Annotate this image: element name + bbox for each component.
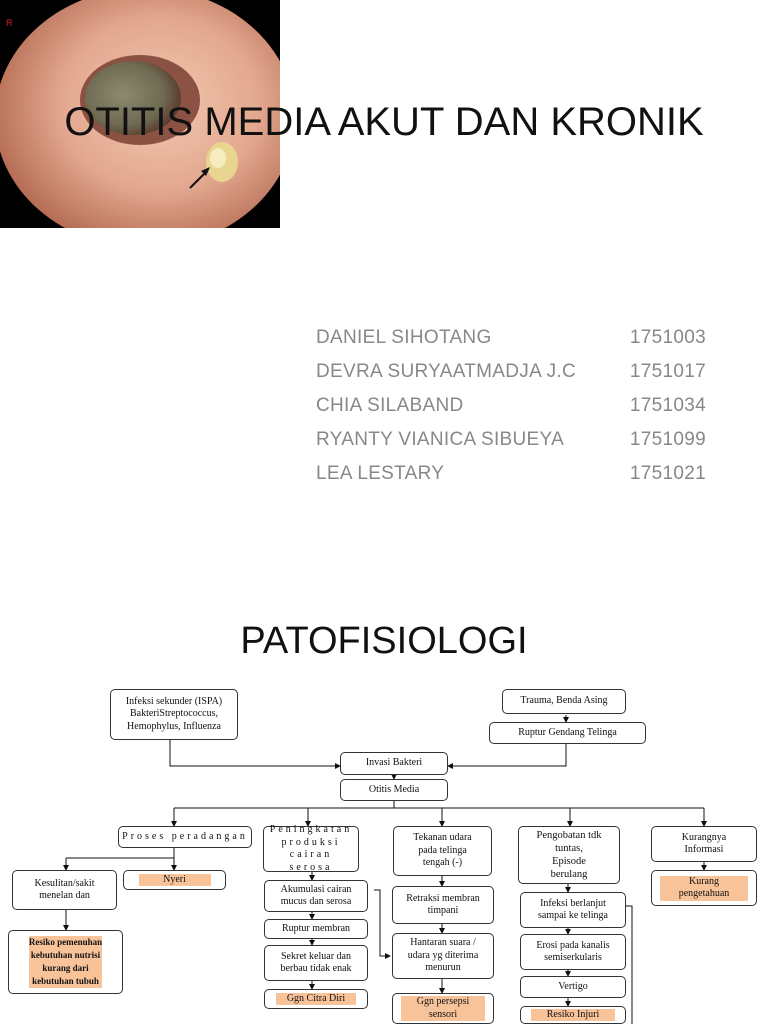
box-line: Erosi pada kanalis bbox=[536, 939, 610, 951]
diagnosis-label: Nyeri bbox=[139, 874, 211, 887]
box-line: Sekret keluar dan bbox=[281, 950, 351, 962]
patofisiologi-title: PATOFISIOLOGI bbox=[240, 620, 528, 662]
box-sekret-keluar bbox=[264, 945, 368, 981]
box-line: Vertigo bbox=[558, 980, 588, 992]
box-line: Hantaran suara / bbox=[410, 937, 476, 949]
box-line: Ruptur Gendang Telinga bbox=[518, 726, 617, 738]
box-line: pengetahuan bbox=[678, 888, 730, 899]
member-name: DEVRA SURYAATMADJA J.C bbox=[316, 361, 576, 382]
box-ruptur-membran bbox=[264, 919, 368, 939]
box-line: Informasi bbox=[684, 844, 724, 855]
box-invasi-bakteri bbox=[340, 752, 448, 775]
box-line: mucus dan serosa bbox=[280, 896, 352, 907]
box-line: produksi bbox=[281, 836, 341, 848]
svg-text:R: R bbox=[6, 18, 13, 28]
box-line: pada telinga bbox=[418, 844, 467, 856]
box-kurang-pengetahuan bbox=[651, 870, 757, 906]
member-name: DANIEL SIHOTANG bbox=[316, 327, 492, 348]
box-line: udara yg diterima bbox=[407, 949, 479, 961]
box-line: Infeksi berlanjut bbox=[540, 897, 606, 909]
box-line: sampai ke telinga bbox=[538, 910, 608, 921]
box-line: Otitis Media bbox=[368, 783, 420, 795]
box-line: Episode bbox=[552, 856, 586, 867]
box-line: Resiko pemenuhan bbox=[28, 936, 103, 947]
box-line: Invasi Bakteri bbox=[365, 757, 423, 769]
diagnosis-label: Ggn Citra Diri bbox=[276, 993, 356, 1006]
box-ggn-citra-diri bbox=[264, 989, 368, 1009]
box-line: kebutuhan tubuh bbox=[32, 976, 99, 987]
box-retraksi-membran bbox=[392, 886, 494, 924]
box-resiko-nutrisi bbox=[8, 930, 123, 994]
box-kesulitan-menelan bbox=[12, 870, 117, 910]
box-tekanan-udara bbox=[393, 826, 492, 876]
box-proses-peradangan bbox=[118, 826, 252, 848]
box-line: Infeksi sekunder (ISPA) bbox=[125, 695, 223, 707]
box-line: Retraksi membran bbox=[406, 892, 480, 904]
diagnosis-label: Resiko Injuri bbox=[531, 1009, 615, 1022]
box-infeksi-berlanjut bbox=[520, 892, 626, 928]
box-line: cairan serosa bbox=[289, 849, 333, 873]
box-trauma bbox=[502, 689, 626, 714]
member-id: 1751017 bbox=[629, 361, 706, 382]
box-line: sensori bbox=[428, 1008, 458, 1020]
box-peningkatan-produksi bbox=[263, 826, 359, 872]
box-line: Pengobatan tdk bbox=[536, 829, 602, 841]
box-otitis-media bbox=[340, 779, 448, 801]
member-id: 1751034 bbox=[629, 395, 706, 416]
box-line: tuntas, bbox=[555, 842, 583, 854]
member-name: RYANTY VIANICA SIBUEYA bbox=[316, 429, 565, 450]
box-ruptur-gendang bbox=[489, 722, 646, 744]
box-line: Proses peradangan bbox=[122, 830, 248, 842]
box-line: Kesulitan/sakit bbox=[34, 877, 95, 889]
box-line: kurang dari bbox=[42, 963, 89, 973]
box-infeksi-sekunder bbox=[110, 689, 238, 740]
box-line: menurun bbox=[425, 962, 461, 974]
box-line: BakteriStreptococcus, bbox=[129, 708, 218, 720]
box-line: Akumulasi cairan bbox=[280, 883, 352, 895]
member-id: 1751099 bbox=[629, 429, 706, 450]
box-hantaran-suara bbox=[392, 933, 494, 979]
box-line: berbau tidak enak bbox=[280, 963, 352, 974]
box-line: Ruptur membran bbox=[281, 922, 351, 934]
box-kurangnya-informasi bbox=[651, 826, 757, 862]
box-akumulasi-cairan bbox=[264, 880, 368, 912]
box-resiko-injuri bbox=[520, 1006, 626, 1024]
box-nyeri bbox=[123, 870, 226, 890]
box-line: Kurangnya bbox=[681, 831, 727, 843]
box-line: Hemophylus, Influenza bbox=[127, 720, 221, 732]
box-line: berulang bbox=[550, 869, 588, 881]
member-id: 1751003 bbox=[629, 327, 706, 348]
box-pengobatan bbox=[518, 826, 620, 884]
box-ggn-persepsi bbox=[392, 993, 494, 1024]
slide-title: OTITIS MEDIA AKUT DAN KRONIK bbox=[64, 100, 704, 144]
box-vertigo bbox=[520, 976, 626, 998]
member-name: LEA LESTARY bbox=[316, 463, 445, 484]
box-line: Kurang bbox=[689, 875, 719, 887]
box-line: Ggn persepsi bbox=[416, 996, 470, 1007]
box-line: menelan dan bbox=[39, 890, 90, 901]
box-line: Trauma, Benda Asing bbox=[520, 695, 608, 707]
box-line: timpani bbox=[427, 905, 459, 916]
box-line: semiserkularis bbox=[544, 952, 602, 963]
box-line: Peningkatan bbox=[269, 824, 353, 835]
box-line: Tekanan udara bbox=[413, 832, 472, 844]
box-line: kebutuhan nutrisi bbox=[30, 949, 101, 960]
member-name: CHIA SILABAND bbox=[316, 395, 464, 416]
member-id: 1751021 bbox=[629, 463, 706, 484]
box-erosi-kanalis bbox=[520, 934, 626, 970]
box-line: tengah (-) bbox=[422, 857, 463, 869]
